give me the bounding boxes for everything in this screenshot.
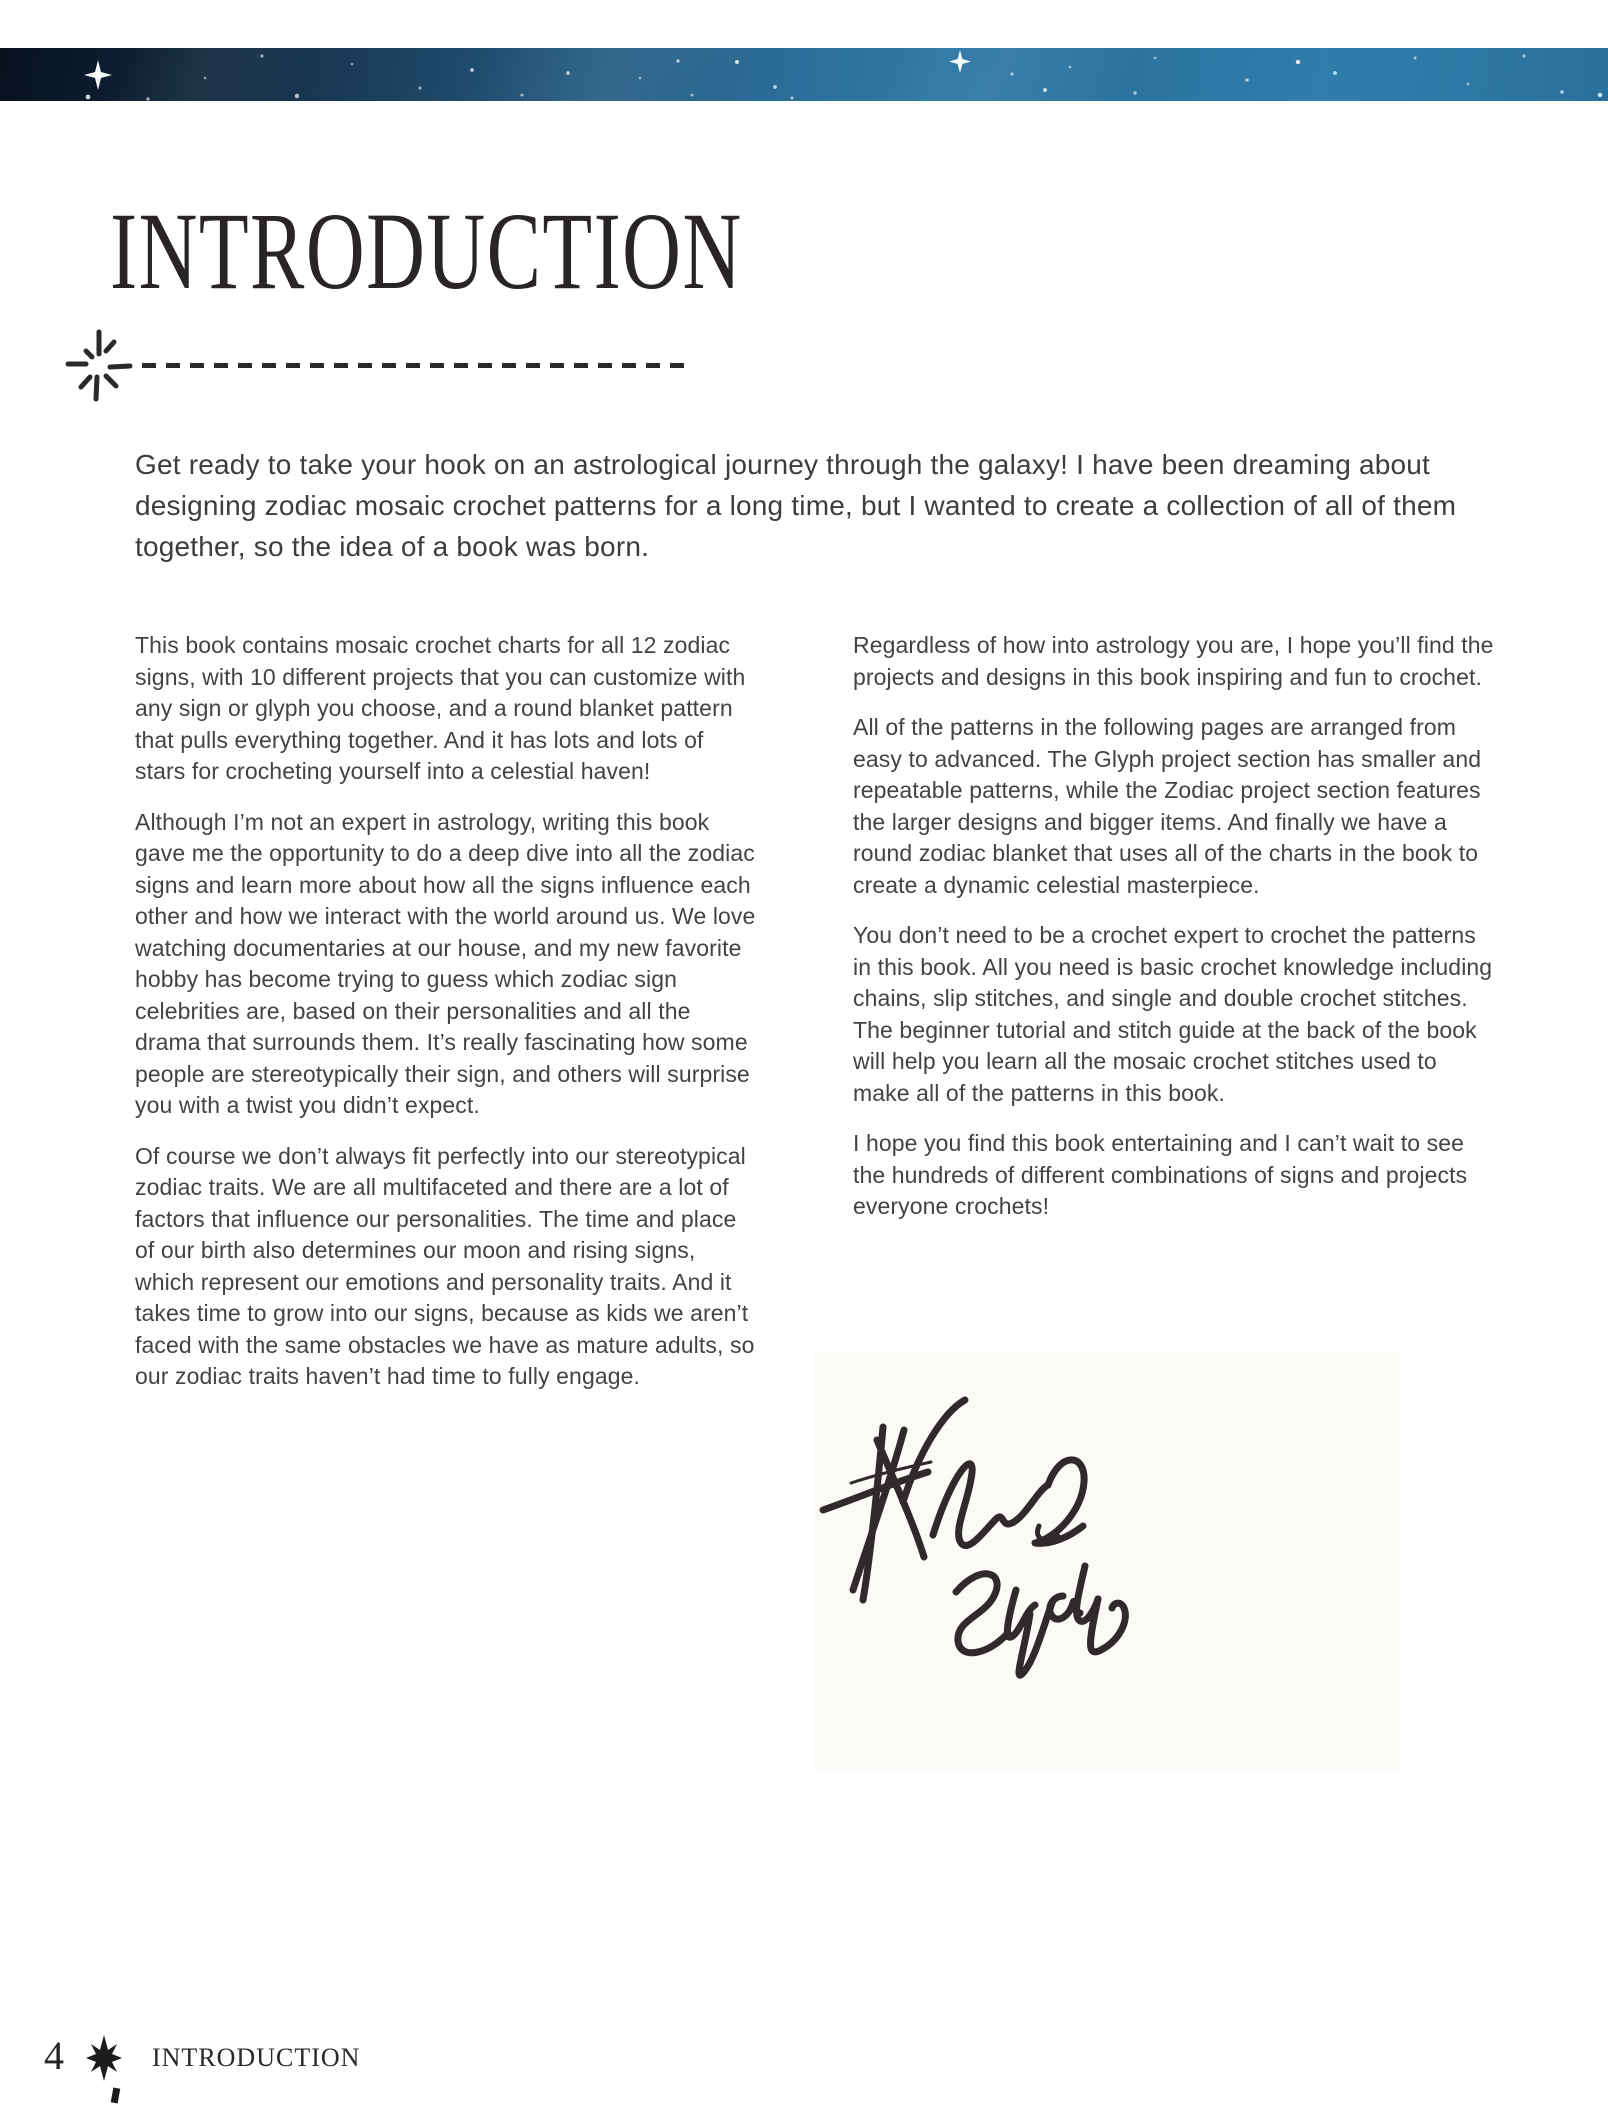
paragraph: I hope you find this book entertaining and I can’t wait to see the hundreds of different combinations of signs and projects everyone crochets!: [853, 1130, 1468, 1219]
eight-point-star-icon: [86, 2035, 122, 2086]
galaxy-banner: [0, 48, 1608, 101]
banner-starfield-icon: [0, 48, 1608, 101]
right-text-column: [853, 630, 1497, 1242]
paragraph: Of course we don’t always fit perfectly into our stereotypical zodiac traits. We are all multifaceted and there are a lot of factors that influence our personalities. The time and place of our birth also determines our moon and rising signs, which represent our emotions and personality traits. And it takes time to grow into our signs, because as kids we aren’t faced with the same obstacles we have as mature adults, so our zodiac traits haven’t had time to fully engage.: [135, 1142, 755, 1389]
intro-paragraph: Get ready to take your hook on an astrological journey through the galaxy! I have been dreaming about designing zodiac mosaic crochet patterns for a long time, but I wanted to create a collection of all of them together, so the idea of a book was born.: [135, 449, 1457, 562]
page-edge-mark: [111, 2088, 120, 2104]
sparkle-divider-icon: [28, 320, 138, 420]
paragraph: You don’t need to be a crochet expert to crochet the patterns in this book. All you need is basic crochet knowledge including chains, slip stitches, and single and double crochet stitches. The beginner tutorial and stitch guide at the back of the book will help you learn all the mosaic crochet stitches used to make all of the patterns in this book.: [853, 922, 1493, 1106]
paragraph: All of the patterns in the following pages are arranged from easy to advanced. The Glyph project section has smaller and repeatable patterns, while the Zodiac project section features the larger designs and bigger items. And finally we have a round zodiac blanket that uses all of the charts in the book to create a dynamic celestial masterpiece.: [853, 714, 1482, 898]
author-signature-image: [815, 1352, 1400, 1772]
footer-section-label: INTRODUCTION: [152, 2043, 361, 2072]
page-title: INTRODUCTION: [110, 190, 743, 312]
left-text-column: [135, 630, 759, 1412]
page-number: 4: [44, 2033, 64, 2078]
paragraph: Although I’m not an expert in astrology, writing this book gave me the opportunity to do a deep dive into all the zodiac signs and learn more about how all the signs influence each other and how we interact with the world around us. We love watching documentaries at our house, and my new favorite hobby has become trying to guess which zodiac sign celebrities are, based on their personalities and all the drama that surrounds them. It’s really fascinating how some people are stereotypically their sign, and others will surprise you with a twist you didn’t expect.: [135, 808, 756, 1118]
dashed-divider-line: [142, 363, 687, 368]
paragraph: This book contains mosaic crochet charts for all 12 zodiac signs, with 10 different projects that you can customize with any sign or glyph you choose, and a round blanket pattern that pulls everything together. And it has lots and lots of stars for crocheting yourself into a celestial haven!: [135, 632, 746, 784]
paragraph: Regardless of how into astrology you are, I hope you’ll find the projects and designs in this book inspiring and fun to crochet.: [853, 632, 1494, 690]
